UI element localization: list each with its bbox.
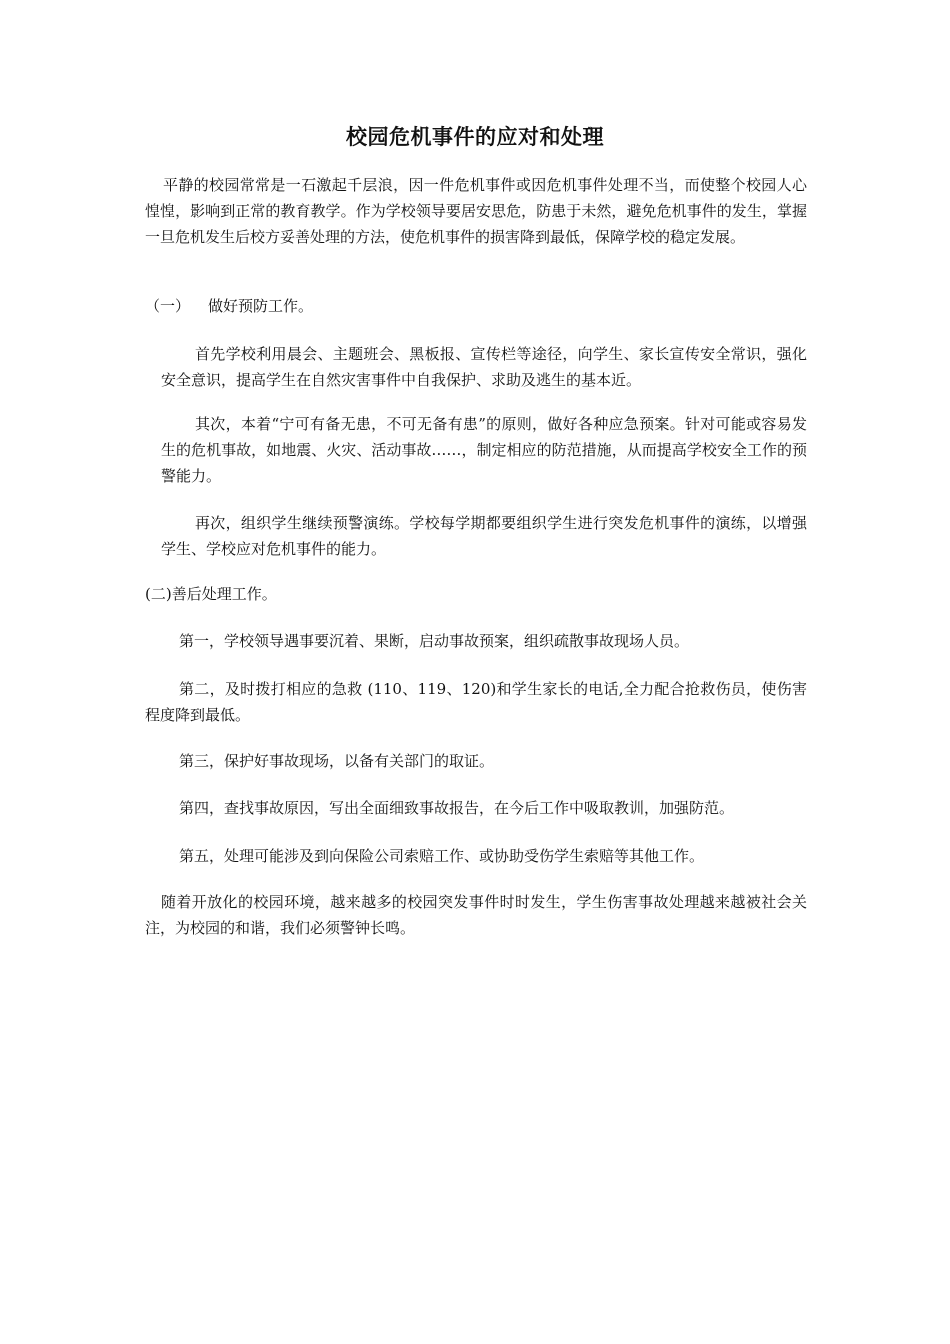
intro-paragraph: 平静的校园常常是一石激起千层浪，因一件危机事件或因危机事件处理不当，而使整个校园人心惶惶，影响到正常的教育教学。作为学校领导要居安思危，防患于未然，避免危机事件的发生，掌握一旦危机发生后校方妥善处理的方法，使危机事件的损害降到最低，保障学校的稳定发展。	[145, 176, 807, 246]
section-1-heading	[145, 293, 807, 319]
section-2-paragraph: 第五，处理可能涉及到向保险公司索赔工作、或协助受伤学生索赔等其他工作。	[179, 847, 705, 865]
section-1-paragraph: 再次，组织学生继续预警演练。学校每学期都要组织学生进行突发危机事件的演练，以增强学生、学校应对危机事件的能力。	[161, 514, 807, 558]
section-2-paragraph: 第一，学校领导遇事要沉着、果断，启动事故预案，组织疏散事故现场人员。	[179, 632, 690, 650]
section-2-paragraph: 第四，查找事故原因，写出全面细致事故报告，在今后工作中吸取教训，加强防范。	[179, 799, 735, 817]
conclusion-paragraph: 随着开放化的校园环境，越来越多的校园突发事件时时发生，学生伤害事故处理越来越被社会关注，为校园的和谐，我们必须警钟长鸣。	[145, 893, 807, 937]
section-2-heading: (二)善后处理工作。	[145, 585, 277, 603]
section-1-heading-text: 做好预防工作。	[208, 297, 314, 315]
section-2-paragraph: 第二，及时拨打相应的急救 (110、119、120)和学生家长的电话,全力配合抢救伤员，使伤害程度降到最低。	[145, 680, 807, 724]
document-title: 校园危机事件的应对和处理	[346, 125, 604, 149]
section-1-paragraph: 首先学校利用晨会、主题班会、黑板报、宣传栏等途径，向学生、家长宣传安全常识，强化安全意识，提高学生在自然灾害事件中自我保护、求助及逃生的基本近。	[161, 345, 807, 389]
section-1-paragraph: 其次，本着“宁可有备无患，不可无备有患”的原则，做好各种应急预案。针对可能或容易发生的危机事故，如地震、火灾、活动事故……，制定相应的防范措施，从而提高学校安全工作的预警能力。	[161, 415, 807, 485]
section-1-number: （一）	[145, 297, 191, 315]
section-2-paragraph: 第三，保护好事故现场，以备有关部门的取证。	[179, 752, 495, 770]
